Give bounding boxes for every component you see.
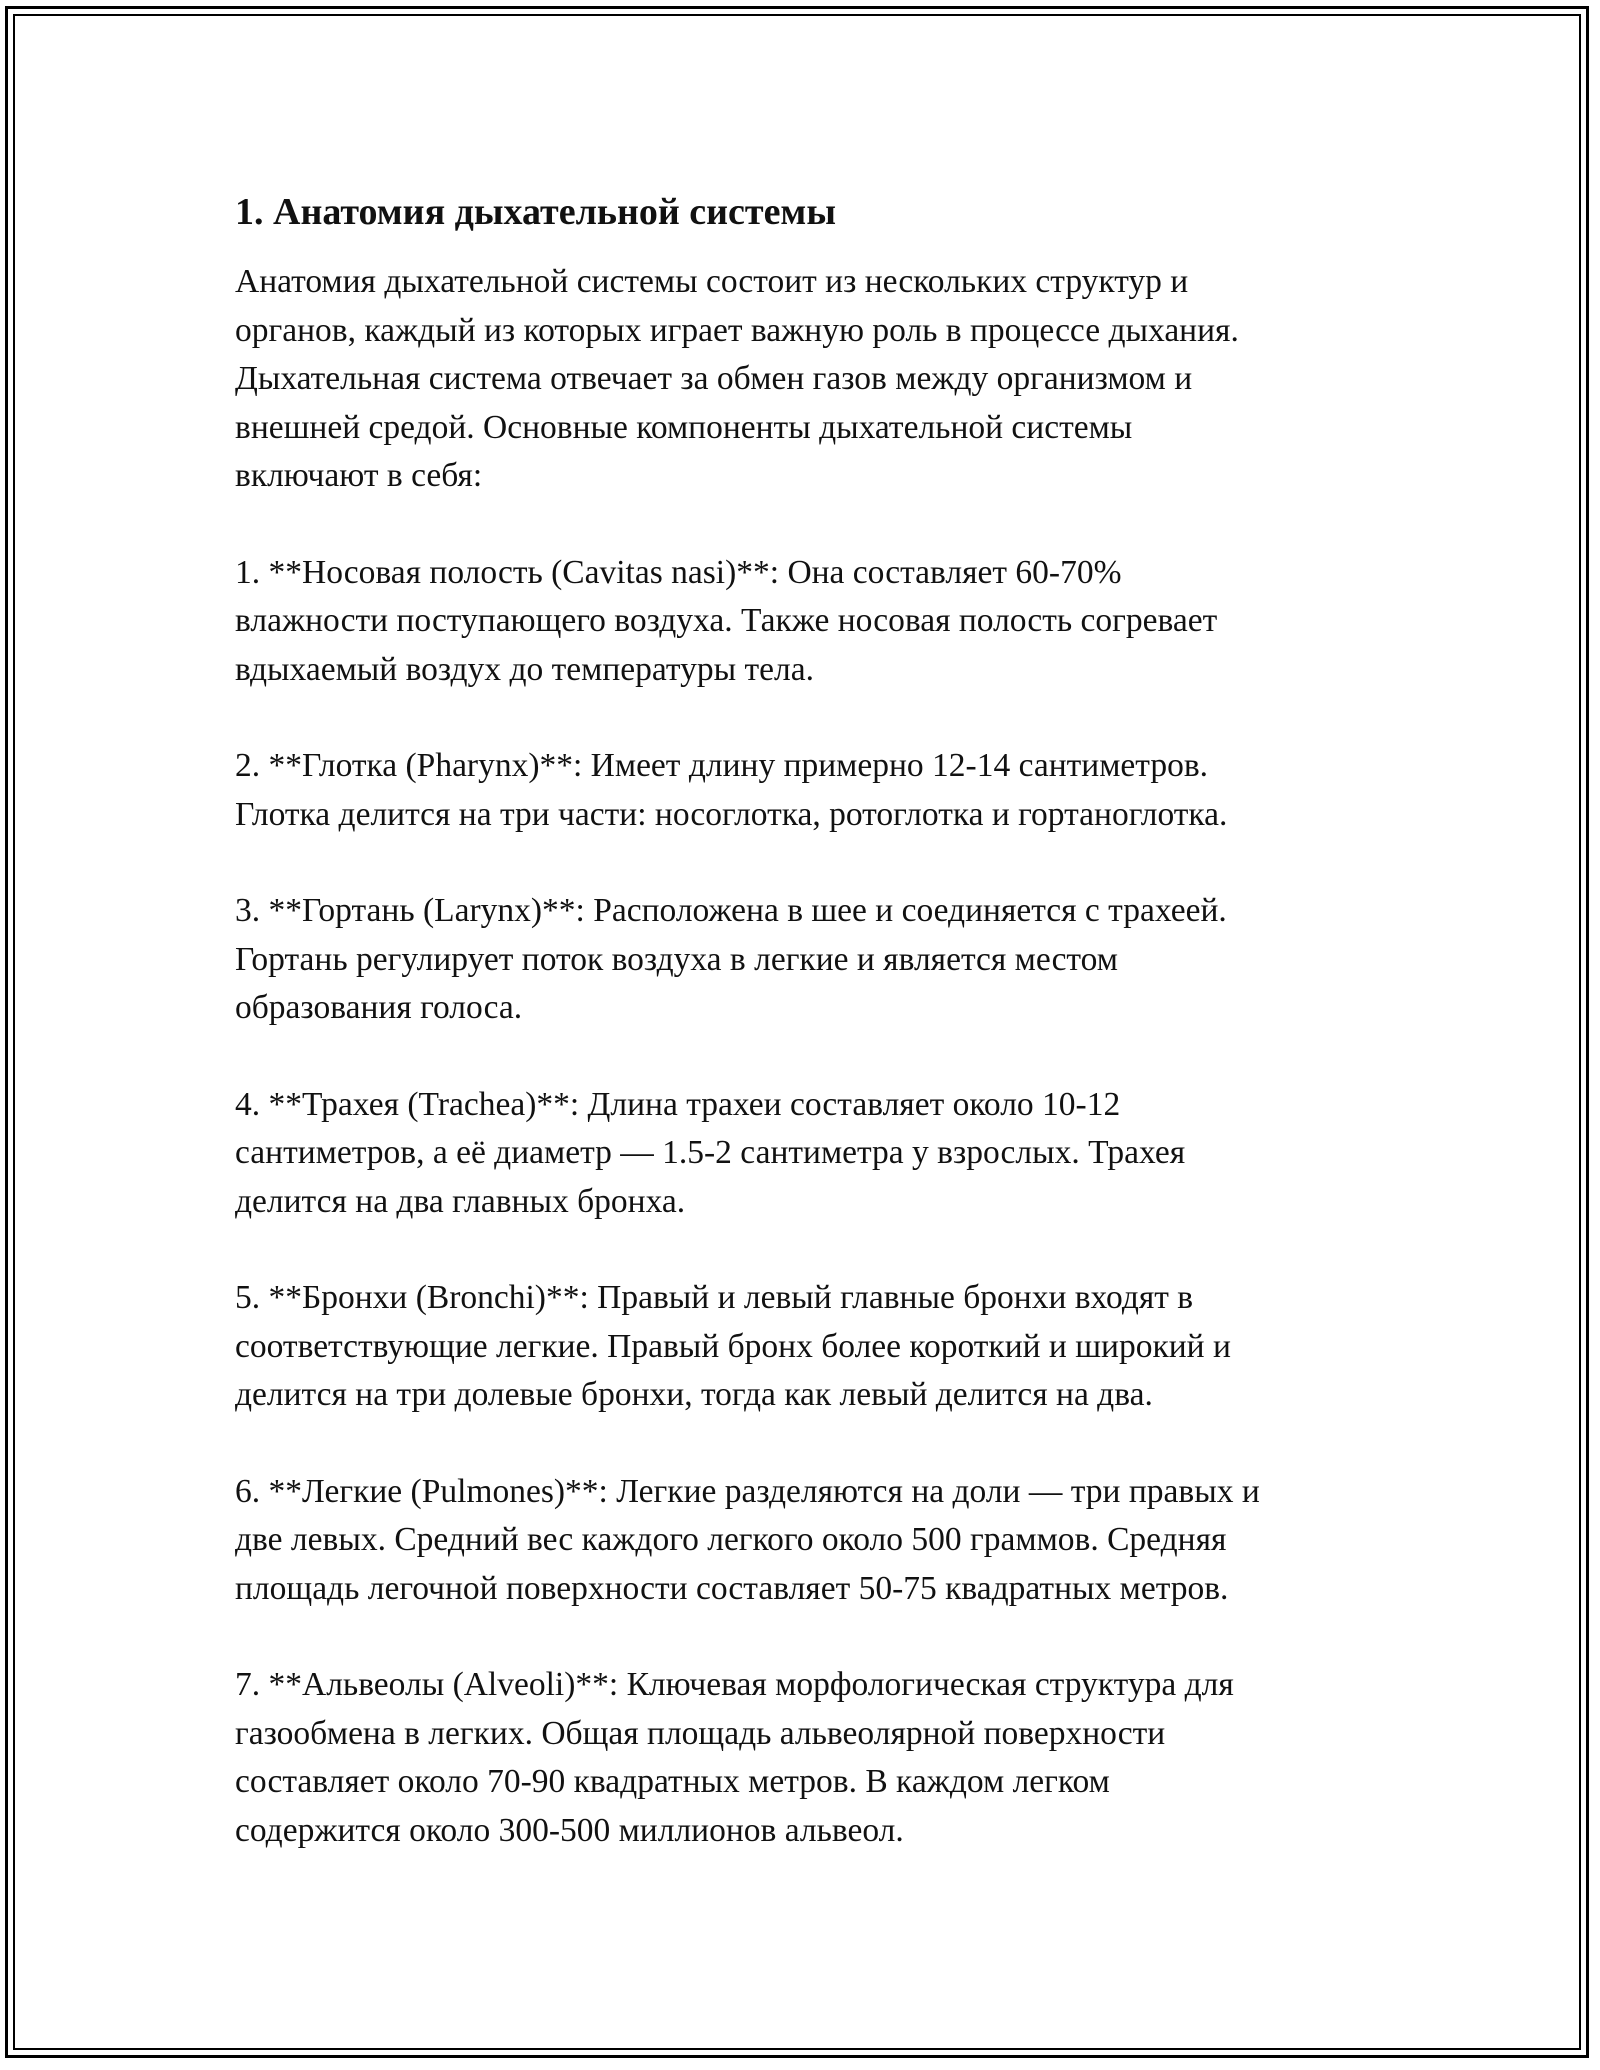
text-line: сантиметров, а её диаметр — 1.5-2 сантиметра у взрослых. Трахея: [235, 1134, 1186, 1171]
text-line: 7. **Альвеолы (Alveoli)**: Ключевая морфологическая структура для: [235, 1666, 1234, 1703]
list-item-alveoli: [235, 1661, 1385, 1855]
text-line: Глотка делится на три части: носоглотка, ротоглотка и гортаноглотка.: [235, 795, 1228, 833]
text-line: содержится около 300-500 миллионов альвеол.: [235, 1811, 904, 1849]
text-line: внешней средой. Основные компоненты дыхательной системы: [235, 408, 1133, 446]
text-line: влажности поступающего воздуха. Также носовая полость согревает: [235, 602, 1218, 639]
list-item-trachea: [235, 1081, 1385, 1227]
text-line: Дыхательная система отвечает за обмен газов между организмом и: [235, 360, 1193, 397]
list-item-pharynx: [235, 742, 1385, 839]
text-line: 6. **Легкие (Pulmones)**: Легкие разделяются на доли — три правых и: [235, 1472, 1260, 1510]
text-line: делится на три долевые бронхи, тогда как левый делится на два.: [235, 1376, 1153, 1413]
text-line: 4. **Трахея (Trachea)**: Длина трахеи составляет около 10-12: [235, 1085, 1121, 1123]
text-line: образования голоса.: [235, 989, 523, 1026]
text-line: 5. **Бронхи (Bronchi)**: Правый и левый главные бронхи входят в: [235, 1279, 1194, 1316]
text-line: включают в себя:: [235, 457, 483, 494]
text-line: составляет около 70-90 квадратных метров. В каждом легком: [235, 1763, 1110, 1800]
list-item-nasal-cavity: [235, 549, 1385, 695]
text-line: 2. **Глотка (Pharynx)**: Имеет длину примерно 12-14 сантиметров.: [235, 747, 1209, 784]
text-line: площадь легочной поверхности составляет 50-75 квадратных метров.: [235, 1569, 1229, 1607]
text-line: органов, каждый из которых играет важную роль в процессе дыхания.: [235, 311, 1239, 349]
text-line: делится на два главных бронха.: [235, 1182, 686, 1220]
document-body: [235, 186, 1385, 1855]
text-line: вдыхаемый воздух до температуры тела.: [235, 650, 814, 688]
text-line: 1. **Носовая полость (Cavitas nasi)**: Она составляет 60-70%: [235, 553, 1122, 591]
text-line: две левых. Средний вес каждого легкого около 500 граммов. Средняя: [235, 1521, 1227, 1558]
text-line: Анатомия дыхательной системы состоит из нескольких структур и: [235, 263, 1189, 300]
list-item-larynx: [235, 887, 1385, 1033]
text-line: Гортань регулирует поток воздуха в легкие и является местом: [235, 940, 1118, 978]
section-title: 1. Анатомия дыхательной системы: [235, 191, 836, 233]
text-line: соответствующие легкие. Правый бронх более короткий и широкий и: [235, 1327, 1231, 1365]
text-line: 3. **Гортань (Larynx)**: Расположена в шее и соединяется с трахеей.: [235, 892, 1227, 929]
list-item-lungs: [235, 1468, 1385, 1614]
intro-paragraph: [235, 258, 1385, 501]
text-line: газообмена в легких. Общая площадь альвеолярной поверхности: [235, 1714, 1166, 1752]
list-item-bronchi: [235, 1274, 1385, 1420]
